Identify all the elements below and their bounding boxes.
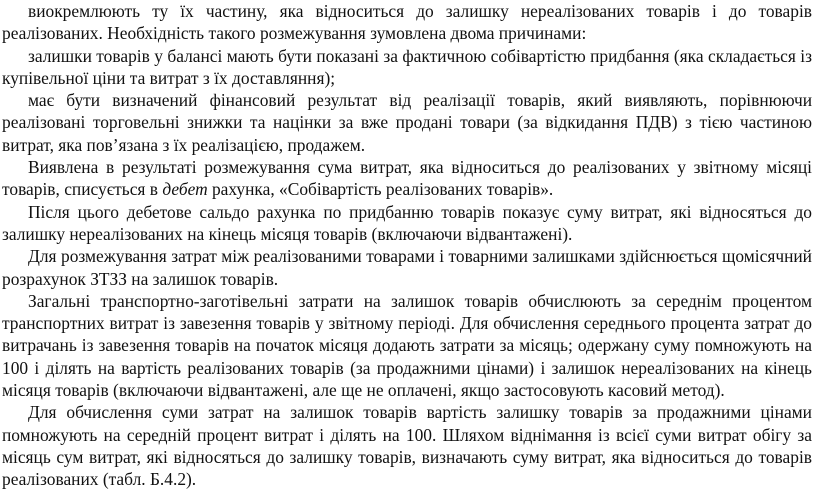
paragraph-costs-sum: Для обчислення суми затрат на залишок товарів вартість залишку товарів за продажними цінами помножують на середній процент витрат і ділять на 100. Шляхом віднімання із всієї суми витрат обігу за місяць сум витрат, які відносяться до залишку товарів, визначають суму витрат, яка відноситься до товарів реалізованих (табл. Б.4.2). <box>2 402 812 490</box>
paragraph-continuation: виокремлюють ту їх частину, яка відноситься до залишку нереалізованих товарів і до товарів реалізованих. Необхідність такого розмежування зумовлена двома причинами: <box>2 1 812 44</box>
paragraph-reason-two: має бути визначений фінансовий результат від реалізації товарів, який виявляють, порівнюючи реалізовані торговельні знижки та націнки за вже продані товари (за відкидання ПДВ) з тією частиною витрат, яка пов’язана з їх реалізацією, продажем. <box>2 90 812 155</box>
paragraph-average-percent: Загальні транспортно-заготівельні затрати на залишок товарів обчислюють за середнім процентом транспортних витрат із завезення товарів у звітному періоді. Для обчислення середнього процента затрат до витрачань із завезення товарів на початок місяця додають затрати за місяць; одержану суму помножують на 100 і ділять на вартість реалізованих товарів (за продажними цінами) і залишок нереалізованих на кінець місяця товарів (включаючи відвантажені, але ще не оплачені, якщо застосовують касовий метод). <box>2 290 812 401</box>
document-page <box>2 0 812 491</box>
paragraph-writeoff-before: Виявлена в результаті розмежування сума витрат, яка відноситься до реалізованих у звітному місяці товарів, списується в <box>2 157 812 200</box>
paragraph-writeoff-after: рахунка, «Собівартість реалізованих товарів». <box>207 179 554 200</box>
italic-term-debit: дебет <box>162 179 208 200</box>
paragraph-writeoff <box>2 156 812 201</box>
paragraph-reason-one: залишки товарів у балансі мають бути показані за фактичною собівартістю придбання (яка складається із купівельної ціни та витрат з їх доставляння); <box>2 45 812 88</box>
paragraph-debit-balance: Після цього дебетове сальдо рахунка по придбанню товарів показує суму витрат, які відносяться до залишку нереалізованих на кінець місяця товарів (включаючи відвантажені). <box>2 201 812 244</box>
paragraph-monthly-calculation: Для розмежування затрат між реалізованими товарами і товарними залишками здійснюється щомісячний розрахунок ЗТЗЗ на залишок товарів. <box>2 246 812 289</box>
